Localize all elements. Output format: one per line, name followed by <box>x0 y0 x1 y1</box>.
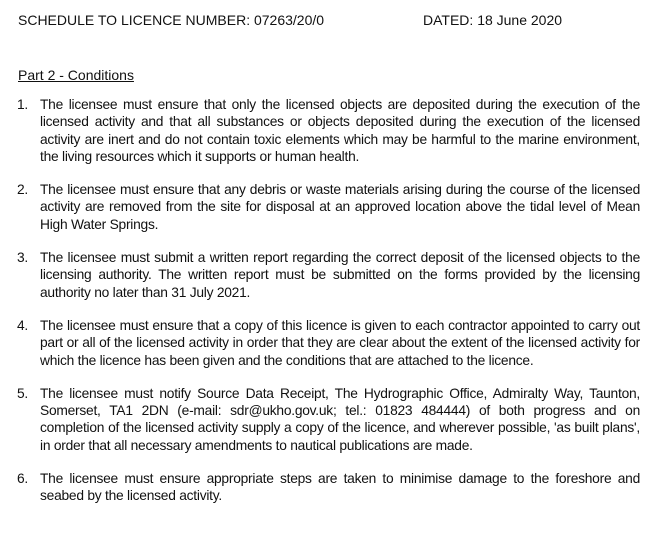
condition-text: The licensee must ensure that only the licensed objects are deposited during the execution of the licensed activity and that all substances or objects deposited during the execution of the licensed activity are inert and do not contain toxic elements which may be harmful to the marine environment, the living resources which it supports or human health. <box>40 97 640 164</box>
condition-item <box>0 249 640 301</box>
section-title: Part 2 - Conditions <box>18 67 134 83</box>
condition-item <box>0 96 640 165</box>
email-link[interactable]: sdr@ukho.gov.uk <box>230 403 333 419</box>
condition-text: The licensee must ensure that any debris or waste materials arising during the course of the licensed activity are removed from the site for disposal at an approved location above the tidal level of Mean High Water Springs. <box>40 182 640 232</box>
condition-number: 5. <box>17 385 29 401</box>
condition-item <box>0 181 640 233</box>
condition-text: ; tel.: 01823 484444) of both progress and on completion of the licensed activity supply a copy of the licence, and wherever possible, 'as built plans', in order that all necessary amendments to nautical publications are made. <box>40 403 640 453</box>
condition-number: 2. <box>17 182 29 198</box>
condition-item <box>0 470 640 505</box>
dated: DATED: 18 June 2020 <box>423 12 563 28</box>
condition-text: The licensee must submit a written report regarding the correct deposit of the licensed objects to the licensing authority. The written report must be submitted on the forms provided by the licensing authority no later than 31 July 2021. <box>40 250 640 300</box>
condition-number: 4. <box>17 317 29 333</box>
condition-text: The licensee must ensure that a copy of this licence is given to each contractor appointed to carry out part or all of the licensed activity in order that they are clear about the extent of the licensed activity for which the licence has been given and the conditions that are attached to the licence. <box>40 317 640 368</box>
schedule-licence-number: SCHEDULE TO LICENCE NUMBER: 07263/20/0 <box>18 12 325 28</box>
condition-item <box>0 385 640 454</box>
conditions-list <box>0 96 640 521</box>
condition-number: 6. <box>17 471 29 487</box>
condition-text: The licensee must ensure appropriate steps are taken to minimise damage to the foreshore and seabed by the licensed activity. <box>40 471 640 504</box>
document-header <box>18 12 638 28</box>
condition-text: The licensee must notify Source Data Receipt, The Hydrographic Office, Admiralty Way, Taunton, Somerset, TA1 2DN (e-mail: <box>40 385 640 419</box>
condition-number: 3. <box>17 250 29 266</box>
condition-number: 1. <box>17 97 29 112</box>
condition-item <box>0 317 640 369</box>
